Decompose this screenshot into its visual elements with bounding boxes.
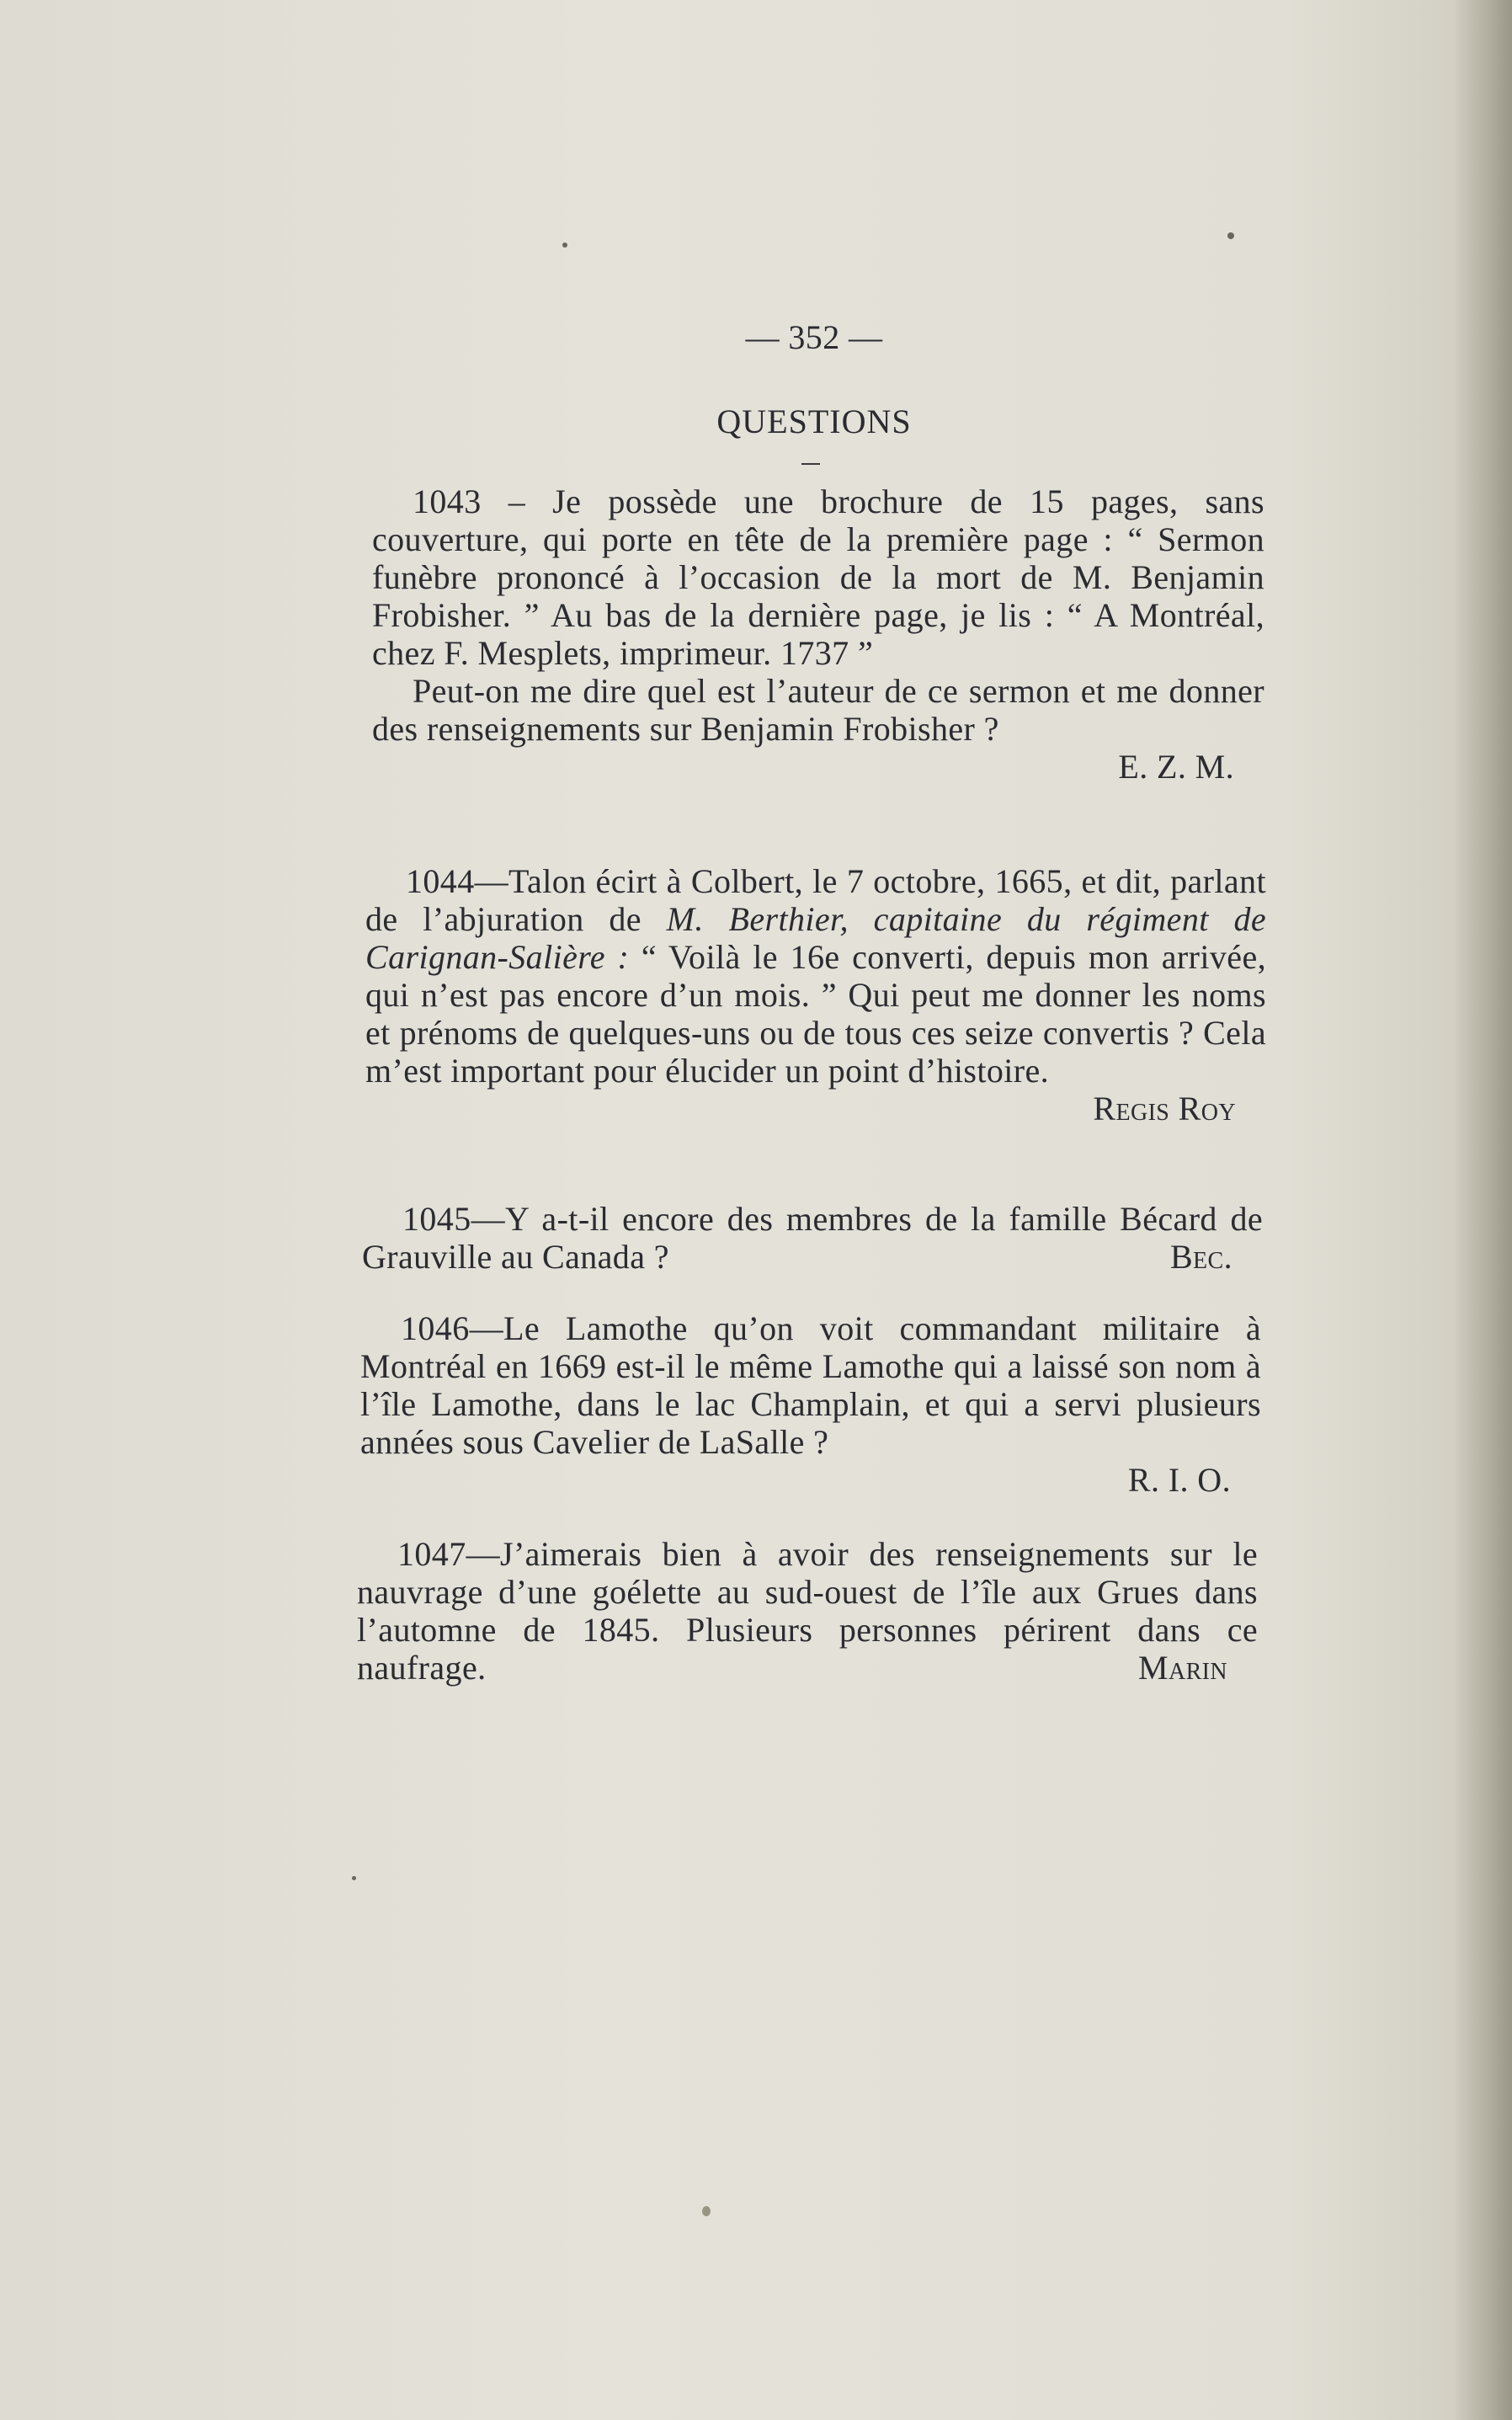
paper-speck	[702, 2206, 711, 2216]
question-text: 1046—Le Lamothe qu’on voit commandant militaire à Montréal en 1669 est-il le même Lamothe qui a laissé son nom à l’île Lamothe, dans le lac Champlain, et qui a servi plusieurs années sous Cavelier de LaSalle ?	[360, 1309, 1261, 1461]
question-1044	[365, 862, 1266, 1127]
question-text-part: “ Voilà le 16e converti, depuis mon arrivée, qui n’est pas encore d’un mois. ” Qui peut me donner les noms et prénoms de quelques-uns ou de tous ces seize convertis ? Cela m’est important pour élucider un point d’histoire.	[365, 938, 1266, 1090]
page-number: — 352 —	[745, 318, 883, 356]
question-1045	[362, 1200, 1263, 1276]
question-signature: Marin	[1137, 1649, 1227, 1687]
question-text: 1045—Y a-t-il encore des membres de la famille Bécard de Grauville au Canada ?	[362, 1200, 1263, 1276]
question-1047	[357, 1535, 1258, 1687]
page-edge-shadow	[1453, 0, 1512, 2420]
question-1046	[360, 1309, 1261, 1499]
question-text: 1047—J’aimerais bien à avoir des renseignements sur le nauvrage d’une goélette au sud-ouest de l’île aux Grues dans l’automne de 1845. Plusieurs personnes périrent dans ce naufrage.	[357, 1535, 1258, 1687]
question-signature: Bec.	[1169, 1238, 1232, 1276]
question-1043	[372, 482, 1264, 786]
question-signature: E. Z. M.	[1118, 748, 1234, 786]
question-signature: R. I. O.	[1127, 1461, 1231, 1499]
title-rule	[801, 463, 820, 465]
paper-speck	[562, 243, 567, 248]
question-text-part: 1044—Talon écirt à Colbert, le 7 octobre, 1665, et dit, parlant de l’abjuration de	[365, 862, 1266, 938]
question-text: 1043 – Je possède une brochure de 15 pages, sans couverture, qui porte en tête de la première page : “ Sermon funèbre prononcé à l’occasion de la mort de M. Benjamin Frobisher. ” Au bas de la dernière page, je lis : “ A Montréal, chez F. Mesplets, imprimeur. 1737 ”	[372, 482, 1264, 672]
section-title: QUESTIONS	[716, 402, 912, 440]
paper-speck	[352, 1876, 356, 1880]
paper-speck	[1227, 232, 1234, 239]
question-text-italic: M. Berthier, capitaine du régiment de Carignan-Salière :	[365, 900, 1266, 976]
question-text	[365, 862, 1266, 1090]
question-text: Peut-on me dire quel est l’auteur de ce sermon et me donner des renseignements sur Benjamin Frobisher ?	[372, 672, 1264, 748]
question-signature: Regis Roy	[1093, 1090, 1236, 1127]
